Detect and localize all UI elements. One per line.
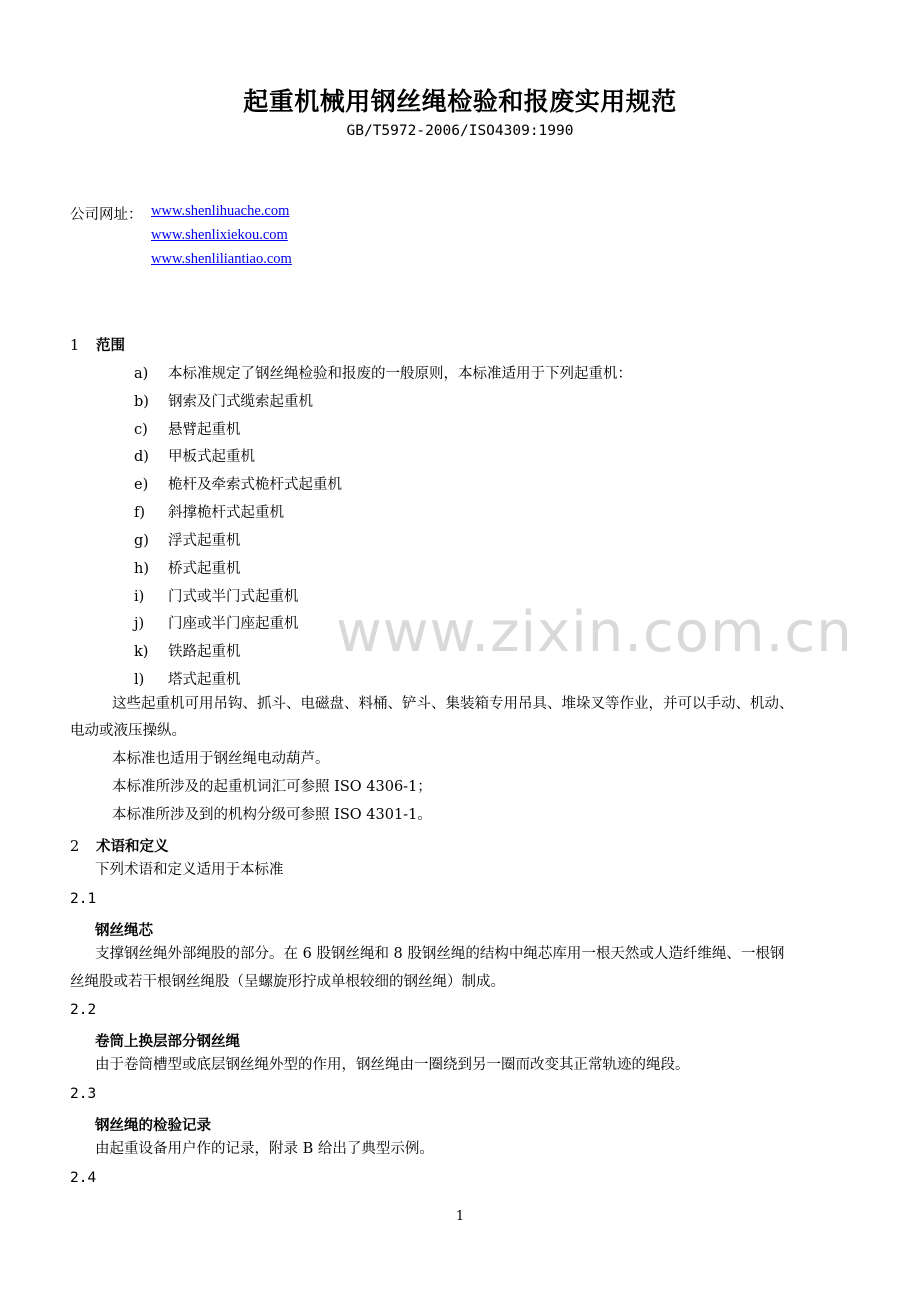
section-heading-terms	[70, 835, 169, 856]
list-text: 桥式起重机	[168, 561, 241, 577]
term-number: 2.2	[70, 1002, 97, 1018]
list-marker: h)	[134, 561, 149, 577]
standard-code: GB/T5972-2006/ISO4309:1990	[346, 123, 574, 139]
list-marker: b)	[134, 394, 149, 410]
website-link-3[interactable]: www.shenliliantiao.com	[151, 251, 292, 267]
list-item	[134, 390, 313, 411]
list-text: 本标准规定了钢丝绳检验和报废的一般原则，本标准适用于下列起重机：	[168, 366, 632, 382]
term-number: 2.3	[70, 1086, 97, 1102]
paragraph-operation-line2: 电动或液压操纵。	[70, 723, 186, 739]
list-item	[134, 640, 241, 661]
list-text: 斜撑桅杆式起重机	[168, 505, 284, 521]
paragraph-classification: 本标准所涉及到的机构分级可参照 ISO 4301-1。	[112, 807, 432, 823]
term-definition-line1: 由于卷筒槽型或底层钢丝绳外型的作用，钢丝绳由一圈绕到另一圈而改变其正常轨迹的绳段。	[95, 1057, 690, 1073]
list-item	[134, 668, 241, 689]
paragraph-hoist: 本标准也适用于钢丝绳电动葫芦。	[112, 751, 330, 767]
document-title: 起重机械用钢丝绳检验和报废实用规范	[243, 87, 677, 116]
section-number: 2	[70, 839, 80, 855]
section-title: 范围	[96, 338, 125, 354]
list-text: 桅杆及牵索式桅杆式起重机	[168, 477, 342, 493]
list-marker: a)	[134, 366, 149, 382]
watermark: www.zixin.com.cn	[336, 600, 853, 665]
paragraph-operation-line1: 这些起重机可用吊钩、抓斗、电磁盘、料桶、铲斗、集装箱专用吊具、堆垛叉等作业，并可以手动、机动、	[112, 696, 794, 712]
terms-intro: 下列术语和定义适用于本标准	[95, 862, 284, 878]
website-link-1[interactable]: www.shenlihuache.com	[151, 203, 290, 219]
term-definition-line2: 丝绳股或若干根钢丝绳股（呈螺旋形拧成单根较细的钢丝绳）制成。	[70, 974, 505, 990]
list-text: 浮式起重机	[168, 533, 241, 549]
term-number: 2.4	[70, 1170, 97, 1186]
term-definition-line1: 由起重设备用户作的记录，附录 B 给出了典型示例。	[95, 1141, 434, 1157]
list-marker: c)	[134, 422, 148, 438]
list-text: 门式或半门式起重机	[168, 589, 299, 605]
list-item	[134, 473, 342, 494]
list-item	[134, 612, 299, 633]
list-marker: j)	[134, 616, 145, 632]
term-title: 钢丝绳的检验记录	[95, 1118, 211, 1134]
list-item	[134, 445, 255, 466]
list-item	[134, 529, 241, 550]
website-label: 公司网址：	[70, 207, 143, 223]
term-title: 卷筒上换层部分钢丝绳	[95, 1034, 240, 1050]
list-text: 铁路起重机	[168, 644, 241, 660]
list-marker: d)	[134, 449, 149, 465]
section-title: 术语和定义	[96, 839, 169, 855]
list-marker: l)	[134, 672, 145, 688]
website-link-2[interactable]: www.shenlixiekou.com	[151, 227, 288, 243]
list-marker: k)	[134, 644, 149, 660]
term-title: 钢丝绳芯	[95, 923, 153, 939]
paragraph-vocabulary: 本标准所涉及的起重机词汇可参照 ISO 4306-1；	[112, 779, 432, 795]
list-text: 悬臂起重机	[168, 422, 241, 438]
list-marker: g)	[134, 533, 149, 549]
list-marker: e)	[134, 477, 149, 493]
list-item	[134, 557, 241, 578]
term-definition-line1: 支撑钢丝绳外部绳股的部分。在 6 股钢丝绳和 8 股钢丝绳的结构中绳芯库用一根天然或人造纤维绳、一根钢	[95, 946, 785, 962]
section-heading-scope	[70, 334, 125, 355]
list-text: 门座或半门座起重机	[168, 616, 299, 632]
term-number: 2.1	[70, 891, 97, 907]
section-number: 1	[70, 338, 80, 354]
list-item	[134, 501, 284, 522]
list-item	[134, 585, 299, 606]
list-marker: i)	[134, 589, 145, 605]
list-text: 甲板式起重机	[168, 449, 255, 465]
list-text: 钢索及门式缆索起重机	[168, 394, 313, 410]
list-marker: f)	[134, 505, 146, 521]
list-item	[134, 418, 241, 439]
page-number: 1	[455, 1209, 465, 1224]
list-text: 塔式起重机	[168, 672, 241, 688]
list-item	[134, 362, 632, 383]
